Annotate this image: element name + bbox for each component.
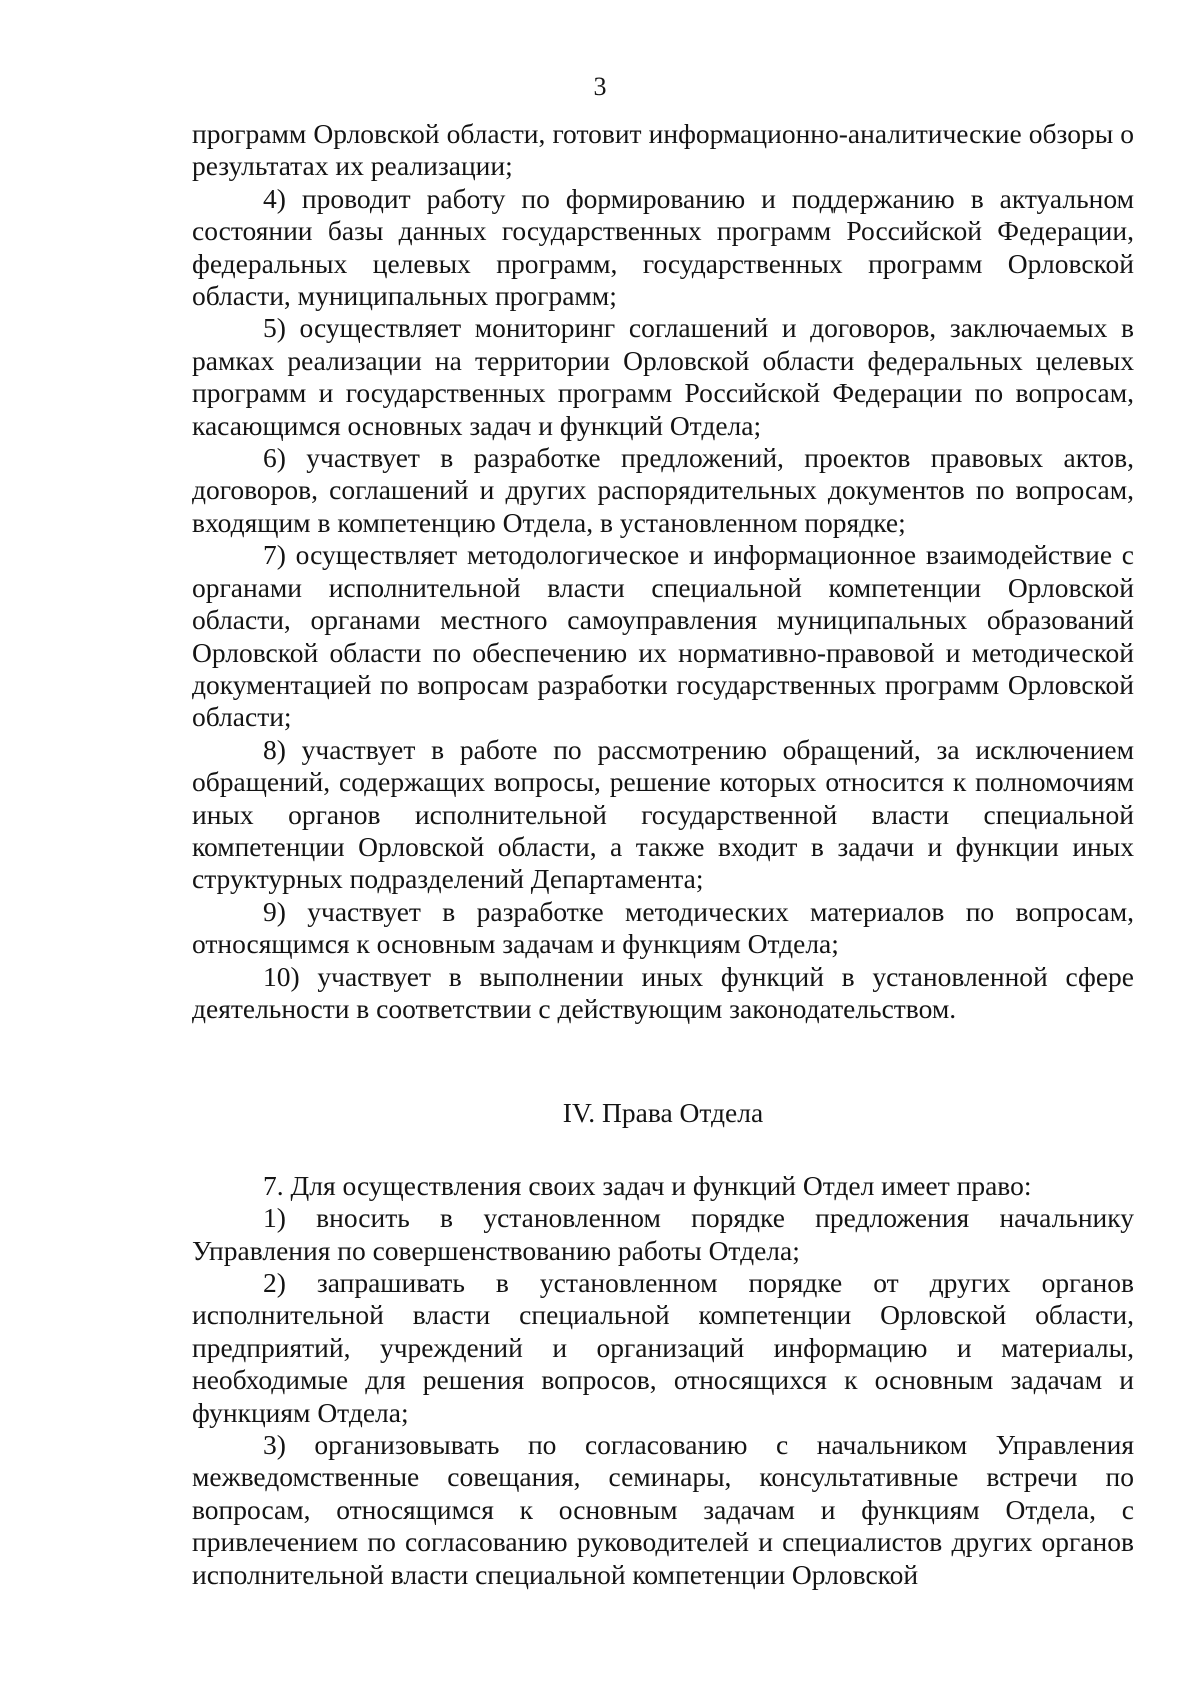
- right-item-3: 3) организовывать по согласованию с начальником Управления межведомственные совещания, семинары, консультативные встречи по вопросам, относящимся к основным задачам и функциям Отдела, с привлечением по согласованию руководителей и специалистов других органов исполнительной власти специальной компетенции Орловской: [192, 1429, 1134, 1590]
- page-number: 3: [593, 72, 607, 101]
- list-item-6: 6) участвует в разработке предложений, проектов правовых актов, договоров, соглашений и других распорядительных документов по вопросам, входящим в компетенцию Отдела, в установленном порядке;: [192, 442, 1134, 538]
- paragraph-continuation: программ Орловской области, готовит информационно-аналитические обзоры о результатах их реализации;: [192, 118, 1134, 182]
- clause-7-intro: 7. Для осуществления своих задач и функций Отдел имеет право:: [263, 1169, 1032, 1201]
- document-body: [192, 118, 1134, 1591]
- list-item-7: 7) осуществляет методологическое и информационное взаимодействие с органами исполнительной власти специальной компетенции Орловской области, органами местного самоуправления муниципальных образований Орловской области по обеспечению их нормативно-правовой и методической документацией по вопросам разработки государственных программ Орловской области;: [192, 539, 1134, 733]
- right-item-2: 2) запрашивать в установленном порядке от других органов исполнительной власти специальной компетенции Орловской области, предприятий, учреждений и организаций информацию и материалы, необходимые для решения вопросов, относящихся к основным задачам и функциям Отдела;: [192, 1267, 1134, 1428]
- list-item-10: 10) участвует в выполнении иных функций в установленной сфере деятельности в соответствии с действующим законодательством.: [192, 960, 1134, 1024]
- right-item-1: 1) вносить в установленном порядке предложения начальнику Управления по совершенствованию работы Отдела;: [192, 1202, 1134, 1266]
- list-item-4: 4) проводит работу по формированию и поддержанию в актуальном состоянии базы данных государственных программ Российской Федерации, федеральных целевых программ, государственных программ Орловской области, муниципальных программ;: [192, 182, 1134, 312]
- list-item-9: 9) участвует в разработке методических материалов по вопросам, относящимся к основным задачам и функциям Отдела;: [192, 895, 1134, 960]
- list-item-8: 8) участвует в работе по рассмотрению обращений, за исключением обращений, содержащих вопросы, решение которых относится к полномочиям иных органов исполнительной государственной власти специальной компетенции Орловской области, а также входит в задачи и функции иных структурных подразделений Департамента;: [192, 733, 1134, 895]
- section-heading: IV. Права Отдела: [562, 1097, 764, 1129]
- list-item-5: 5) осуществляет мониторинг соглашений и договоров, заключаемых в рамках реализации на территории Орловской области федеральных целевых программ и государственных программ Российской Федерации по вопросам, касающимся основных задач и функций Отдела;: [192, 312, 1134, 441]
